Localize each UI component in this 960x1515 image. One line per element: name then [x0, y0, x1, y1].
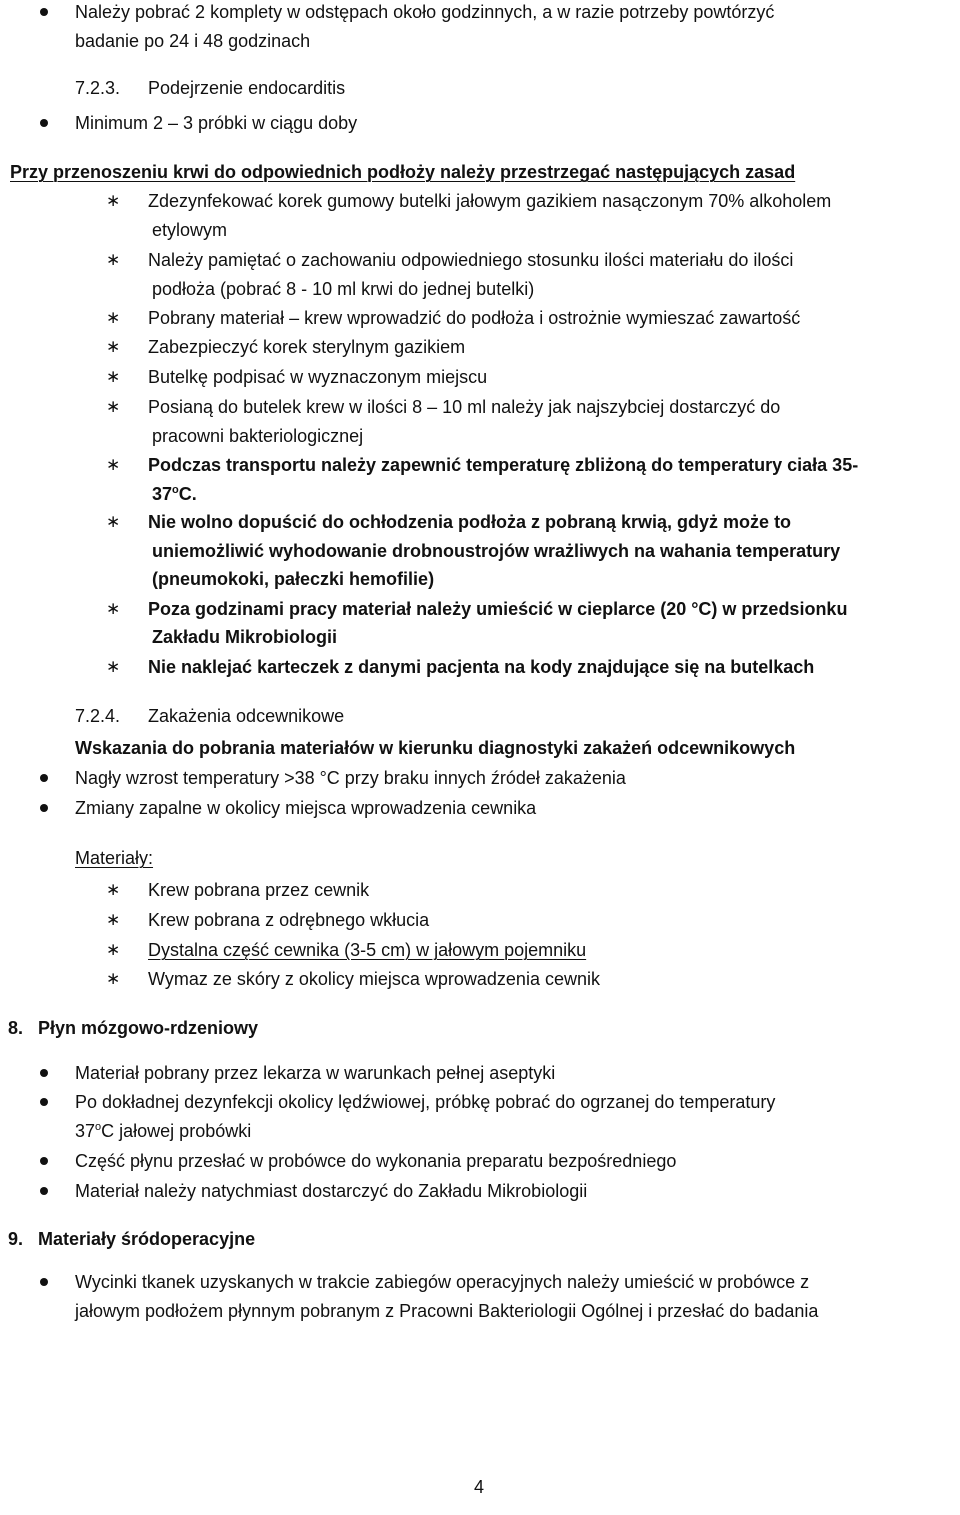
text-line: uniemożliwić wyhodowanie drobnoustrojów wrażliwych na wahania temperatury — [152, 541, 841, 561]
text-line — [75, 1120, 251, 1142]
text-line: Poza godzinami pracy materiał należy umieścić w cieplarce (20 °C) w przedsionku — [148, 599, 848, 619]
section-number: 7.2.3. — [75, 78, 121, 98]
bullet-dot — [40, 8, 48, 16]
text-line: Zdezynfekować korek gumowy butelki jałowym gazikiem nasączonym 70% alkoholem — [148, 191, 832, 211]
bullet-dot — [40, 774, 48, 782]
section-number: 7.2.4. — [75, 706, 121, 726]
text-line: Zmiany zapalne w okolicy miejsca wprowadzenia cewnika — [75, 798, 537, 818]
asterisk-bullet: ∗ — [106, 191, 121, 211]
text-line: podłoża (pobrać 8 - 10 ml krwi do jednej butelki) — [152, 279, 535, 299]
text-line: Materiał pobrany przez lekarza w warunkach pełnej aseptyki — [75, 1063, 556, 1083]
text-line: Materiał należy natychmiast dostarczyć do Zakładu Mikrobiologii — [75, 1181, 588, 1201]
section-title: Podejrzenie endocarditis — [148, 78, 346, 98]
text-line: etylowym — [152, 220, 228, 240]
asterisk-bullet: ∗ — [106, 250, 121, 270]
asterisk-bullet: ∗ — [106, 969, 121, 989]
asterisk-bullet: ∗ — [106, 455, 121, 475]
section-title: Płyn mózgowo-rdzeniowy — [38, 1018, 259, 1038]
bullet-dot — [40, 1098, 48, 1106]
asterisk-bullet: ∗ — [106, 367, 121, 387]
text-line: Dystalna część cewnika (3-5 cm) w jałowym pojemniku — [148, 940, 587, 960]
materials-heading: Materiały: — [75, 848, 154, 868]
indications-heading: Wskazania do pobrania materiałów w kierunku diagnostyki zakażeń odcewnikowych — [75, 738, 796, 758]
asterisk-bullet: ∗ — [106, 512, 121, 532]
asterisk-bullet: ∗ — [106, 397, 121, 417]
bullet-dot — [40, 1278, 48, 1286]
section-number: 9. — [8, 1229, 24, 1249]
text-line: Posianą do butelek krew w ilości 8 – 10 ml należy jak najszybciej dostarczyć do — [148, 397, 781, 417]
section-title: Materiały śródoperacyjne — [38, 1229, 256, 1249]
page-number: 4 — [474, 1477, 485, 1497]
text-line: Pobrany materiał – krew wprowadzić do podłoża i ostrożnie wymieszać zawartość — [148, 308, 801, 328]
bullet-dot — [40, 119, 48, 127]
asterisk-bullet: ∗ — [106, 308, 121, 328]
text-line: Krew pobrana przez cewnik — [148, 880, 370, 900]
text-line: Minimum 2 – 3 próbki w ciągu doby — [75, 113, 358, 133]
text-line: Podczas transportu należy zapewnić temperaturę zbliżoną do temperatury ciała 35- — [148, 455, 859, 475]
text-line: badanie po 24 i 48 godzinach — [75, 31, 311, 51]
text-line: (pneumokoki, pałeczki hemofilie) — [152, 569, 435, 589]
temp-unit: C. — [178, 484, 197, 504]
temp-value: 37 — [152, 484, 173, 504]
bullet-dot — [40, 804, 48, 812]
text-line: Zakładu Mikrobiologii — [152, 627, 338, 647]
asterisk-bullet: ∗ — [106, 910, 121, 930]
text-line: Wycinki tkanek uzyskanych w trakcie zabiegów operacyjnych należy umieścić w probówce z — [75, 1272, 810, 1292]
bullet-dot — [40, 1187, 48, 1195]
asterisk-bullet: ∗ — [106, 337, 121, 357]
degree-sup: o — [172, 484, 179, 496]
text-line: Należy pobrać 2 komplety w odstępach około godzinnych, a w razie potrzeby powtórzyć — [75, 2, 775, 22]
text-line: Nagły wzrost temperatury >38 °C przy braku innych źródeł zakażenia — [75, 768, 626, 788]
text-line: Wymaz ze skóry z okolicy miejsca wprowadzenia cewnik — [148, 969, 600, 989]
bullet-dot — [40, 1069, 48, 1077]
text-line: Nie naklejać karteczek z danymi pacjenta na kody znajdujące się na butelkach — [148, 657, 815, 677]
text-line: pracowni bakteriologicznej — [152, 426, 364, 446]
text-line: Po dokładnej dezynfekcji okolicy lędźwiowej, próbkę pobrać do ogrzanej do temperatury — [75, 1092, 776, 1112]
asterisk-bullet: ∗ — [106, 880, 121, 900]
temp-value: 37 — [75, 1121, 96, 1141]
asterisk-bullet: ∗ — [106, 599, 121, 619]
bullet-dot — [40, 1157, 48, 1165]
text-line: Krew pobrana z odrębnego wkłucia — [148, 910, 430, 930]
section-title: Zakażenia odcewnikowe — [148, 706, 345, 726]
asterisk-bullet: ∗ — [106, 657, 121, 677]
asterisk-bullet: ∗ — [106, 940, 121, 960]
section-number: 8. — [8, 1018, 24, 1038]
text-line: jałowym podłożem płynnym pobranym z Pracowni Bakteriologii Ogólnej i przesłać do badania — [75, 1301, 819, 1321]
text-line: Nie wolno dopuścić do ochłodzenia podłoża z pobraną krwią, gdyż może to — [148, 512, 792, 532]
text-line: Butelkę podpisać w wyznaczonym miejscu — [148, 367, 488, 387]
text-line: Część płynu przesłać w probówce do wykonania preparatu bezpośredniego — [75, 1151, 677, 1171]
degree-sup: o — [95, 1121, 102, 1133]
text-line — [152, 483, 197, 505]
text-fragment: C jałowej probówki — [101, 1121, 252, 1141]
text-line: Zabezpieczyć korek sterylnym gazikiem — [148, 337, 466, 357]
text-line: Należy pamiętać o zachowaniu odpowiedniego stosunku ilości materiału do ilości — [148, 250, 794, 270]
transfer-rules-heading: Przy przenoszeniu krwi do odpowiednich podłoży należy przestrzegać następujących zasad — [10, 162, 796, 182]
